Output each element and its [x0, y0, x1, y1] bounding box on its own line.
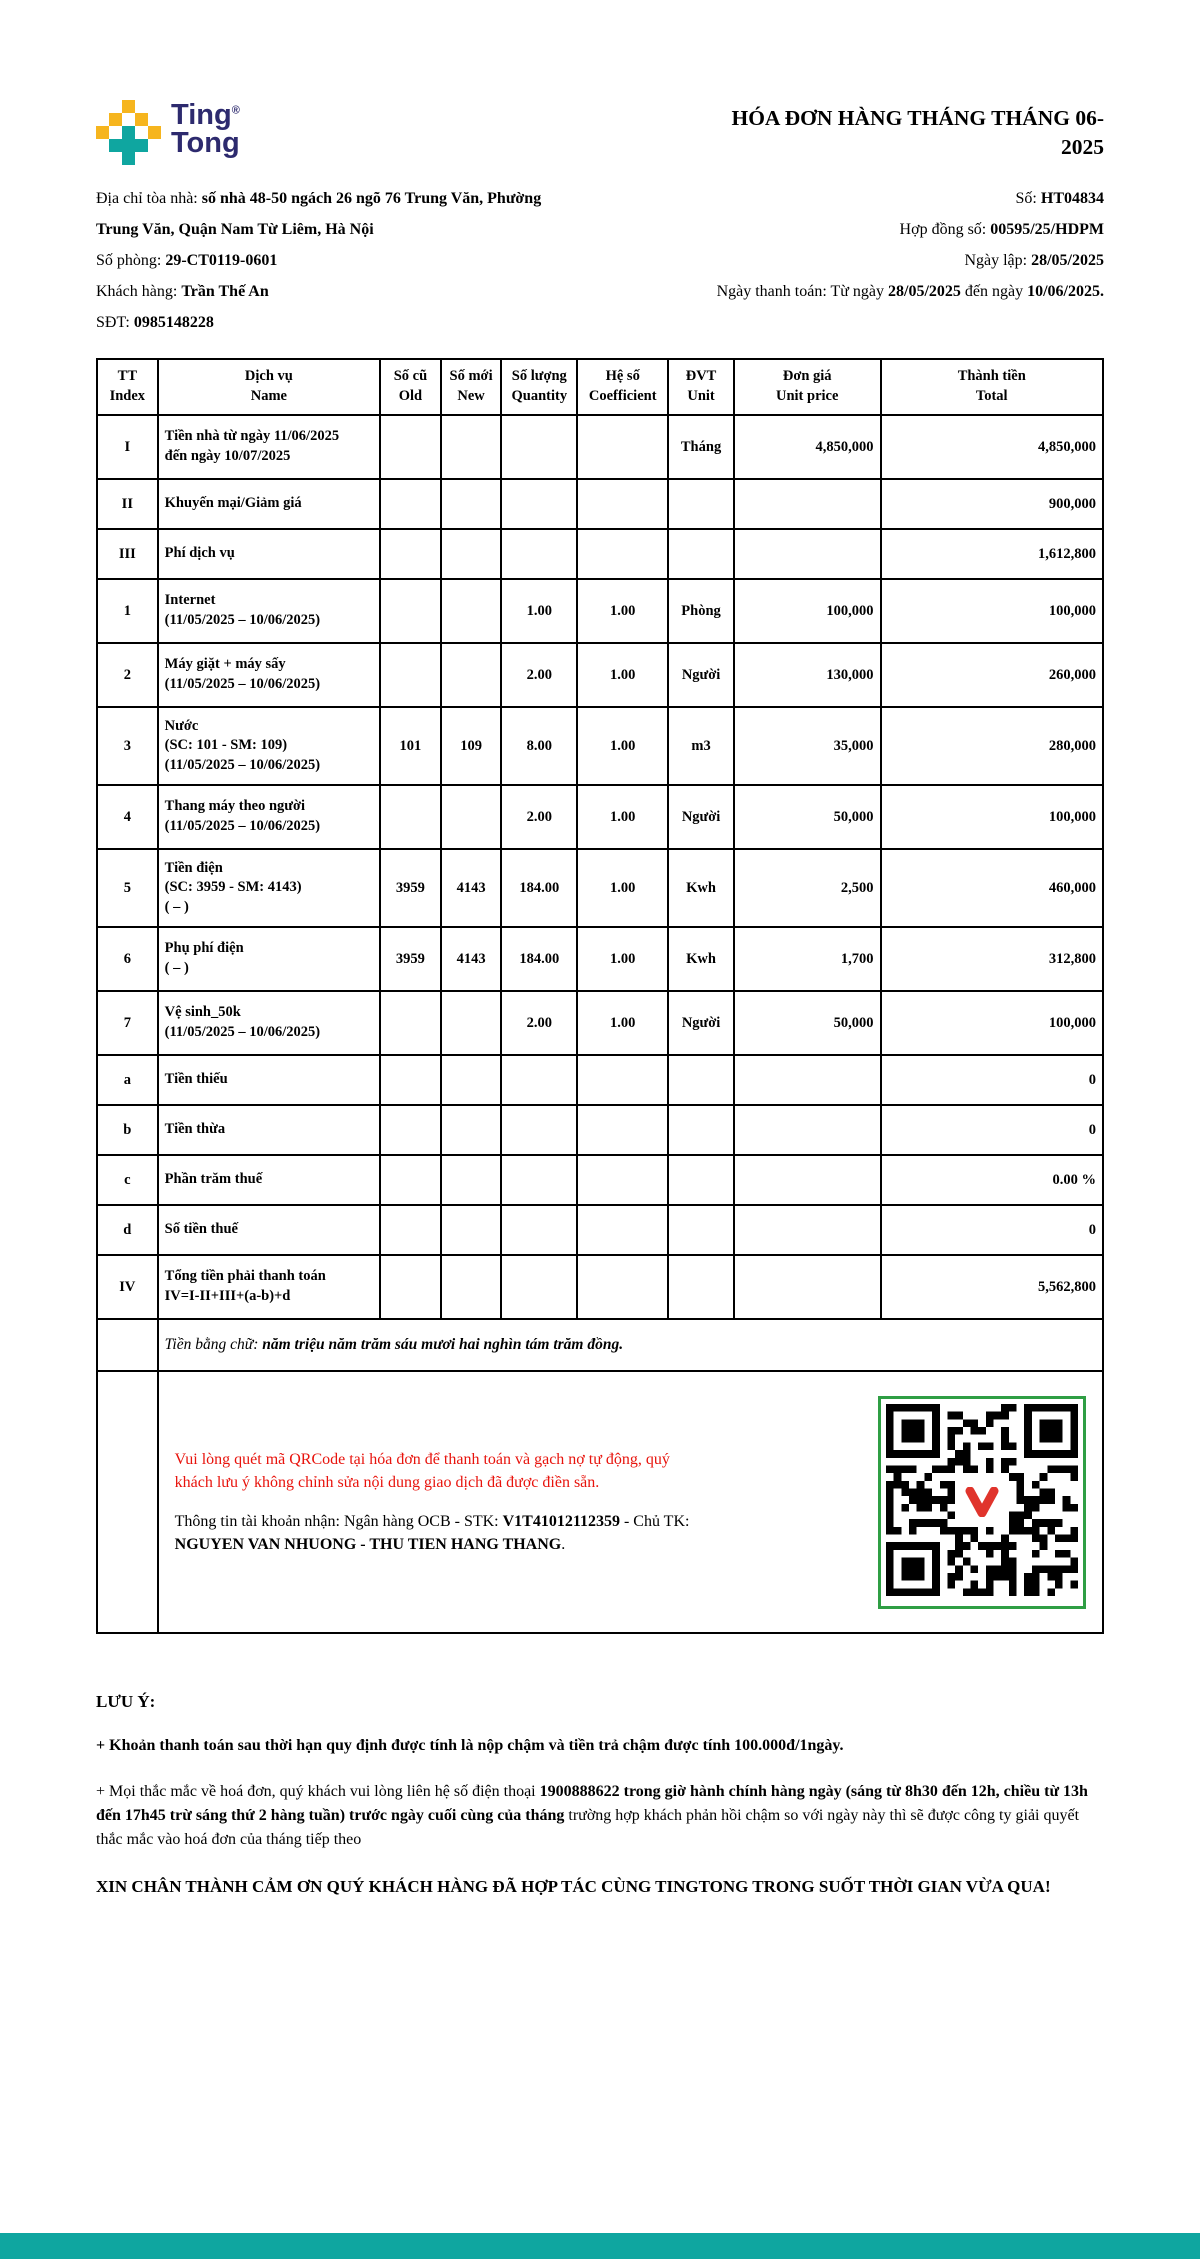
notes-paragraphs — [96, 1734, 1104, 1900]
cell-old — [380, 1055, 441, 1105]
table-header-cell: Thành tiền Total — [881, 359, 1104, 415]
cell-old — [380, 529, 441, 579]
text-segment: 00595/25/HDPM — [990, 221, 1104, 238]
cell-total: 100,000 — [881, 785, 1104, 849]
table-row-7 — [97, 991, 1103, 1055]
text-segment: Địa chỉ tòa nhà: — [96, 190, 202, 207]
cell-old — [380, 991, 441, 1055]
table-row-d — [97, 1205, 1103, 1255]
text-segment: HT04834 — [1040, 190, 1104, 207]
cell-idx: IV — [97, 1255, 158, 1319]
text-segment: 10/06/2025. — [1027, 283, 1104, 300]
text-segment: năm triệu năm trăm sáu mươi hai nghìn tám trăm đồng. — [262, 1336, 624, 1353]
notes-heading: LƯU Ý: — [96, 1692, 156, 1711]
header — [96, 100, 1104, 165]
cell-price — [734, 1055, 881, 1105]
table-row-c — [97, 1155, 1103, 1205]
cell-qty: 2.00 — [501, 991, 577, 1055]
cell-old — [380, 1105, 441, 1155]
text-segment: số nhà 48-50 ngách 26 ngõ 76 Trung Văn, Phường — [201, 190, 542, 207]
cell-total: 1,612,800 — [881, 529, 1104, 579]
cell-unit — [668, 479, 734, 529]
payment-row — [97, 1371, 1103, 1633]
cell-qty — [501, 1055, 577, 1105]
table-row-III — [97, 529, 1103, 579]
cell-idx: d — [97, 1205, 158, 1255]
cell-old: 3959 — [380, 849, 441, 927]
table-row-II — [97, 479, 1103, 529]
table-header-row — [97, 359, 1103, 415]
table-row-2 — [97, 643, 1103, 707]
cell-name: Tổng tiền phải thanh toán IV=I-II+III+(a-b)+d — [158, 1255, 380, 1319]
info-line — [566, 282, 1104, 302]
cell-new — [441, 1255, 502, 1319]
cell-old — [380, 1255, 441, 1319]
cell-name: Phí dịch vụ — [158, 529, 380, 579]
text-segment: NGUYEN VAN NHUONG - THU TIEN HANG THANG — [174, 1536, 562, 1554]
cell-old — [380, 785, 441, 849]
cell-new — [441, 1105, 502, 1155]
cell-total: 0 — [881, 1055, 1104, 1105]
text-segment: Thông tin tài khoản nhận: Ngân hàng OCB - STK: — [174, 1513, 503, 1530]
table-header-cell: Số lượng Quantity — [501, 359, 577, 415]
cell-old — [380, 1155, 441, 1205]
text-segment: trước ngày cuối cùng của tháng — [349, 1807, 565, 1824]
text-segment: SĐT: — [96, 314, 134, 331]
cell-name: Phụ phí điện ( – ) — [158, 927, 380, 991]
text-segment: + Mọi thắc mắc về hoá đơn, quý khách vui lòng liên hệ số điện thoại — [96, 1783, 540, 1800]
text-segment: . — [561, 1536, 566, 1554]
cell-new — [441, 785, 502, 849]
cell-qty: 8.00 — [501, 707, 577, 785]
cell-new — [441, 415, 502, 479]
text-segment: 29-CT0119-0601 — [165, 252, 278, 269]
cell-idx: I — [97, 415, 158, 479]
cell-qty: 1.00 — [501, 579, 577, 643]
invoice-title-line2: 2025 — [1061, 135, 1104, 160]
cell-coef: 1.00 — [577, 579, 668, 643]
invoice-title-line1: HÓA ĐƠN HÀNG THÁNG THÁNG 06- — [731, 106, 1104, 130]
cell-old — [380, 479, 441, 529]
cell-new: 4143 — [441, 849, 502, 927]
cell-old — [380, 415, 441, 479]
cell-idx: III — [97, 529, 158, 579]
text-segment: XIN CHÂN THÀNH CẢM ƠN QUÝ KHÁCH HÀNG ĐÃ HỢP TÁC CÙNG TINGTONG TRONG SUỐT THỜI GIAN VỪA QUA! — [96, 1877, 1051, 1896]
note-paragraph — [96, 1874, 1104, 1900]
cell-old — [380, 1205, 441, 1255]
text-segment: Khách hàng: — [96, 283, 182, 300]
cell-qty — [501, 415, 577, 479]
cell-price — [734, 1255, 881, 1319]
cell-coef — [577, 479, 668, 529]
cell-name: Số tiền thuế — [158, 1205, 380, 1255]
cell-new — [441, 1205, 502, 1255]
payment-qr-code — [878, 1396, 1086, 1609]
amount-in-words — [158, 1319, 1103, 1371]
cell-qty — [501, 529, 577, 579]
text-segment: 28/05/2025 — [888, 283, 961, 300]
text-segment: Ngày thanh toán: Từ ngày — [716, 283, 889, 300]
text-segment: Tiền bằng chữ: — [164, 1336, 263, 1353]
charges-table — [96, 358, 1104, 1634]
cell-price — [734, 529, 881, 579]
cell-idx: II — [97, 479, 158, 529]
cell-price — [734, 1155, 881, 1205]
tingtong-logo-icon — [96, 100, 161, 165]
cell-old — [380, 643, 441, 707]
cell-idx: 2 — [97, 643, 158, 707]
cell-old: 3959 — [380, 927, 441, 991]
table-row-I — [97, 415, 1103, 479]
cell-name: Tiền thiếu — [158, 1055, 380, 1105]
cell-new — [441, 643, 502, 707]
cell-qty: 2.00 — [501, 643, 577, 707]
text-segment: Ngày lập: — [964, 252, 1032, 269]
cell-coef — [577, 529, 668, 579]
text-segment: - Chủ TK: — [619, 1513, 690, 1530]
cell-total: 0 — [881, 1105, 1104, 1155]
cell-name: Nước (SC: 101 - SM: 109) (11/05/2025 – 10/06/2025) — [158, 707, 380, 785]
cell-idx: a — [97, 1055, 158, 1105]
cell-unit: Người — [668, 643, 734, 707]
info-line — [96, 251, 566, 271]
invoice-info — [96, 189, 1104, 344]
cell-unit — [668, 1055, 734, 1105]
cell-unit: Kwh — [668, 849, 734, 927]
cell-name: Tiền điện (SC: 3959 - SM: 4143) ( – ) — [158, 849, 380, 927]
info-line — [96, 189, 566, 209]
registered-mark: ® — [231, 104, 240, 117]
cell-price: 50,000 — [734, 785, 881, 849]
cell-price — [734, 479, 881, 529]
cell-idx: 4 — [97, 785, 158, 849]
invoice-title — [634, 104, 1104, 162]
cell-price: 50,000 — [734, 991, 881, 1055]
cell-idx: 6 — [97, 927, 158, 991]
cell-qty — [501, 479, 577, 529]
cell-new — [441, 579, 502, 643]
cell-unit — [668, 1205, 734, 1255]
text-segment: đến ngày — [960, 283, 1028, 300]
table-header-cell: TT Index — [97, 359, 158, 415]
table-header-cell: ĐVT Unit — [668, 359, 734, 415]
receiving-account-info — [175, 1510, 694, 1556]
info-line — [566, 251, 1104, 271]
cell-total: 4,850,000 — [881, 415, 1104, 479]
text-segment: 1900888622 trong giờ hành chính hàng ngày (sáng từ 8h30 đến 12h, chiều từ 13h đến 17h45 trừ sáng thứ 2 hàng tuần) — [96, 1783, 1088, 1824]
cell-coef: 1.00 — [577, 991, 668, 1055]
cell-new — [441, 479, 502, 529]
cell-coef — [577, 415, 668, 479]
brand-name-line2: Tong — [171, 126, 240, 159]
cell-total: 900,000 — [881, 479, 1104, 529]
cell-idx: 3 — [97, 707, 158, 785]
cell-new: 109 — [441, 707, 502, 785]
brand-wordmark — [171, 99, 240, 159]
cell-new — [441, 991, 502, 1055]
cell-price: 1,700 — [734, 927, 881, 991]
cell-coef — [577, 1255, 668, 1319]
table-row-6 — [97, 927, 1103, 991]
brand-logo — [96, 100, 240, 165]
cell-price: 100,000 — [734, 579, 881, 643]
text-segment: + Khoản thanh toán sau thời hạn quy định được tính là nộp chậm và tiền trả chậm được tính 100.000đ/1ngày. — [96, 1737, 844, 1754]
note-paragraph — [96, 1734, 1104, 1758]
cell-name: Máy giặt + máy sấy (11/05/2025 – 10/06/2025) — [158, 643, 380, 707]
text-segment: Số: — [1015, 190, 1041, 207]
cell-coef — [577, 1105, 668, 1155]
table-row-IV — [97, 1255, 1103, 1319]
cell-new — [441, 1055, 502, 1105]
text-segment: V1T41012112359 — [502, 1513, 620, 1530]
table-row-a — [97, 1055, 1103, 1105]
cell-idx: b — [97, 1105, 158, 1155]
qr-center-heart-icon — [959, 1479, 1005, 1525]
info-line — [96, 313, 566, 333]
table-row-3 — [97, 707, 1103, 785]
cell-new: 4143 — [441, 927, 502, 991]
table-header-cell: Dịch vụ Name — [158, 359, 380, 415]
cell-price: 4,850,000 — [734, 415, 881, 479]
table-row-4 — [97, 785, 1103, 849]
cell-qty — [501, 1205, 577, 1255]
cell-qty — [501, 1105, 577, 1155]
cell-total: 5,562,800 — [881, 1255, 1104, 1319]
table-header-cell: Số mới New — [441, 359, 502, 415]
cell-idx: c — [97, 1155, 158, 1205]
cell-total: 100,000 — [881, 991, 1104, 1055]
cell-idx: 7 — [97, 991, 158, 1055]
info-line — [96, 282, 566, 302]
brand-name-line1: Ting — [171, 99, 232, 131]
cell-old: 101 — [380, 707, 441, 785]
note-paragraph — [96, 1780, 1104, 1852]
text-segment: Trần Thế An — [181, 283, 269, 300]
cell-unit: Người — [668, 991, 734, 1055]
cell-coef: 1.00 — [577, 643, 668, 707]
text-segment: Số phòng: — [96, 252, 166, 269]
cell-old — [380, 579, 441, 643]
cell-unit — [668, 1255, 734, 1319]
cell-unit: Phòng — [668, 579, 734, 643]
info-line — [566, 189, 1104, 209]
cell-price — [734, 1205, 881, 1255]
cell-unit — [668, 1155, 734, 1205]
table-header-cell: Đơn giá Unit price — [734, 359, 881, 415]
payment-instructions — [175, 1448, 694, 1557]
table-row-b — [97, 1105, 1103, 1155]
cell-idx: 1 — [97, 579, 158, 643]
table-header-cell: Hệ số Coefficient — [577, 359, 668, 415]
info-left-column — [96, 189, 566, 344]
cell-name: Tiền nhà từ ngày 11/06/2025 đến ngày 10/07/2025 — [158, 415, 380, 479]
info-right-column — [566, 189, 1104, 344]
text-segment: 0985148228 — [133, 314, 214, 331]
cell-qty — [501, 1255, 577, 1319]
cell-idx: 5 — [97, 849, 158, 927]
cell-total: 460,000 — [881, 849, 1104, 927]
cell-name: Vệ sinh_50k (11/05/2025 – 10/06/2025) — [158, 991, 380, 1055]
cell-coef — [577, 1055, 668, 1105]
cell-coef: 1.00 — [577, 785, 668, 849]
payment-cell — [158, 1371, 1103, 1633]
cell-total: 0 — [881, 1205, 1104, 1255]
cell-price: 35,000 — [734, 707, 881, 785]
cell-new — [441, 529, 502, 579]
cell-total: 280,000 — [881, 707, 1104, 785]
cell-unit: Tháng — [668, 415, 734, 479]
cell-name: Thang máy theo người (11/05/2025 – 10/06/2025) — [158, 785, 380, 849]
amount-in-words-row — [97, 1319, 1103, 1371]
text-segment: Hợp đồng số: — [899, 221, 991, 238]
cell-unit: Người — [668, 785, 734, 849]
cell-total: 260,000 — [881, 643, 1104, 707]
empty-index-cell — [97, 1371, 158, 1633]
cell-name: Internet (11/05/2025 – 10/06/2025) — [158, 579, 380, 643]
cell-coef — [577, 1205, 668, 1255]
cell-unit — [668, 1105, 734, 1155]
empty-index-cell — [97, 1319, 158, 1371]
cell-total: 100,000 — [881, 579, 1104, 643]
cell-qty: 2.00 — [501, 785, 577, 849]
cell-qty: 184.00 — [501, 927, 577, 991]
table-header-cell: Số cũ Old — [380, 359, 441, 415]
cell-total: 312,800 — [881, 927, 1104, 991]
cell-coef: 1.00 — [577, 707, 668, 785]
cell-qty — [501, 1155, 577, 1205]
cell-price: 2,500 — [734, 849, 881, 927]
table-row-5 — [97, 849, 1103, 927]
cell-unit: m3 — [668, 707, 734, 785]
cell-name: Phần trăm thuế — [158, 1155, 380, 1205]
qr-scan-note: Vui lòng quét mã QRCode tại hóa đơn để thanh toán và gạch nợ tự động, quý khách lưu ý không chỉnh sửa nội dung giao dịch đã được điền sẵn. — [174, 1450, 670, 1491]
info-line — [96, 220, 566, 240]
footer-brand-bar — [0, 2233, 1200, 2259]
cell-total: 0.00 % — [881, 1155, 1104, 1205]
cell-price — [734, 1105, 881, 1155]
text-segment: 28/05/2025 — [1031, 252, 1104, 269]
cell-unit — [668, 529, 734, 579]
cell-name: Tiền thừa — [158, 1105, 380, 1155]
text-segment: Trung Văn, Quận Nam Từ Liêm, Hà Nội — [96, 221, 374, 238]
cell-new — [441, 1155, 502, 1205]
info-line — [566, 220, 1104, 240]
cell-price: 130,000 — [734, 643, 881, 707]
cell-coef: 1.00 — [577, 927, 668, 991]
cell-unit: Kwh — [668, 927, 734, 991]
footer-notes — [96, 1692, 1104, 1900]
cell-name: Khuyến mại/Giảm giá — [158, 479, 380, 529]
table-row-1 — [97, 579, 1103, 643]
cell-coef: 1.00 — [577, 849, 668, 927]
cell-qty: 184.00 — [501, 849, 577, 927]
text-segment: trường hợp khách phản hồi chậm so với ngày này thì sẽ được công ty giải quyết thắc mắc vào hoá đơn của tháng tiếp theo — [96, 1807, 1080, 1848]
cell-coef — [577, 1155, 668, 1205]
